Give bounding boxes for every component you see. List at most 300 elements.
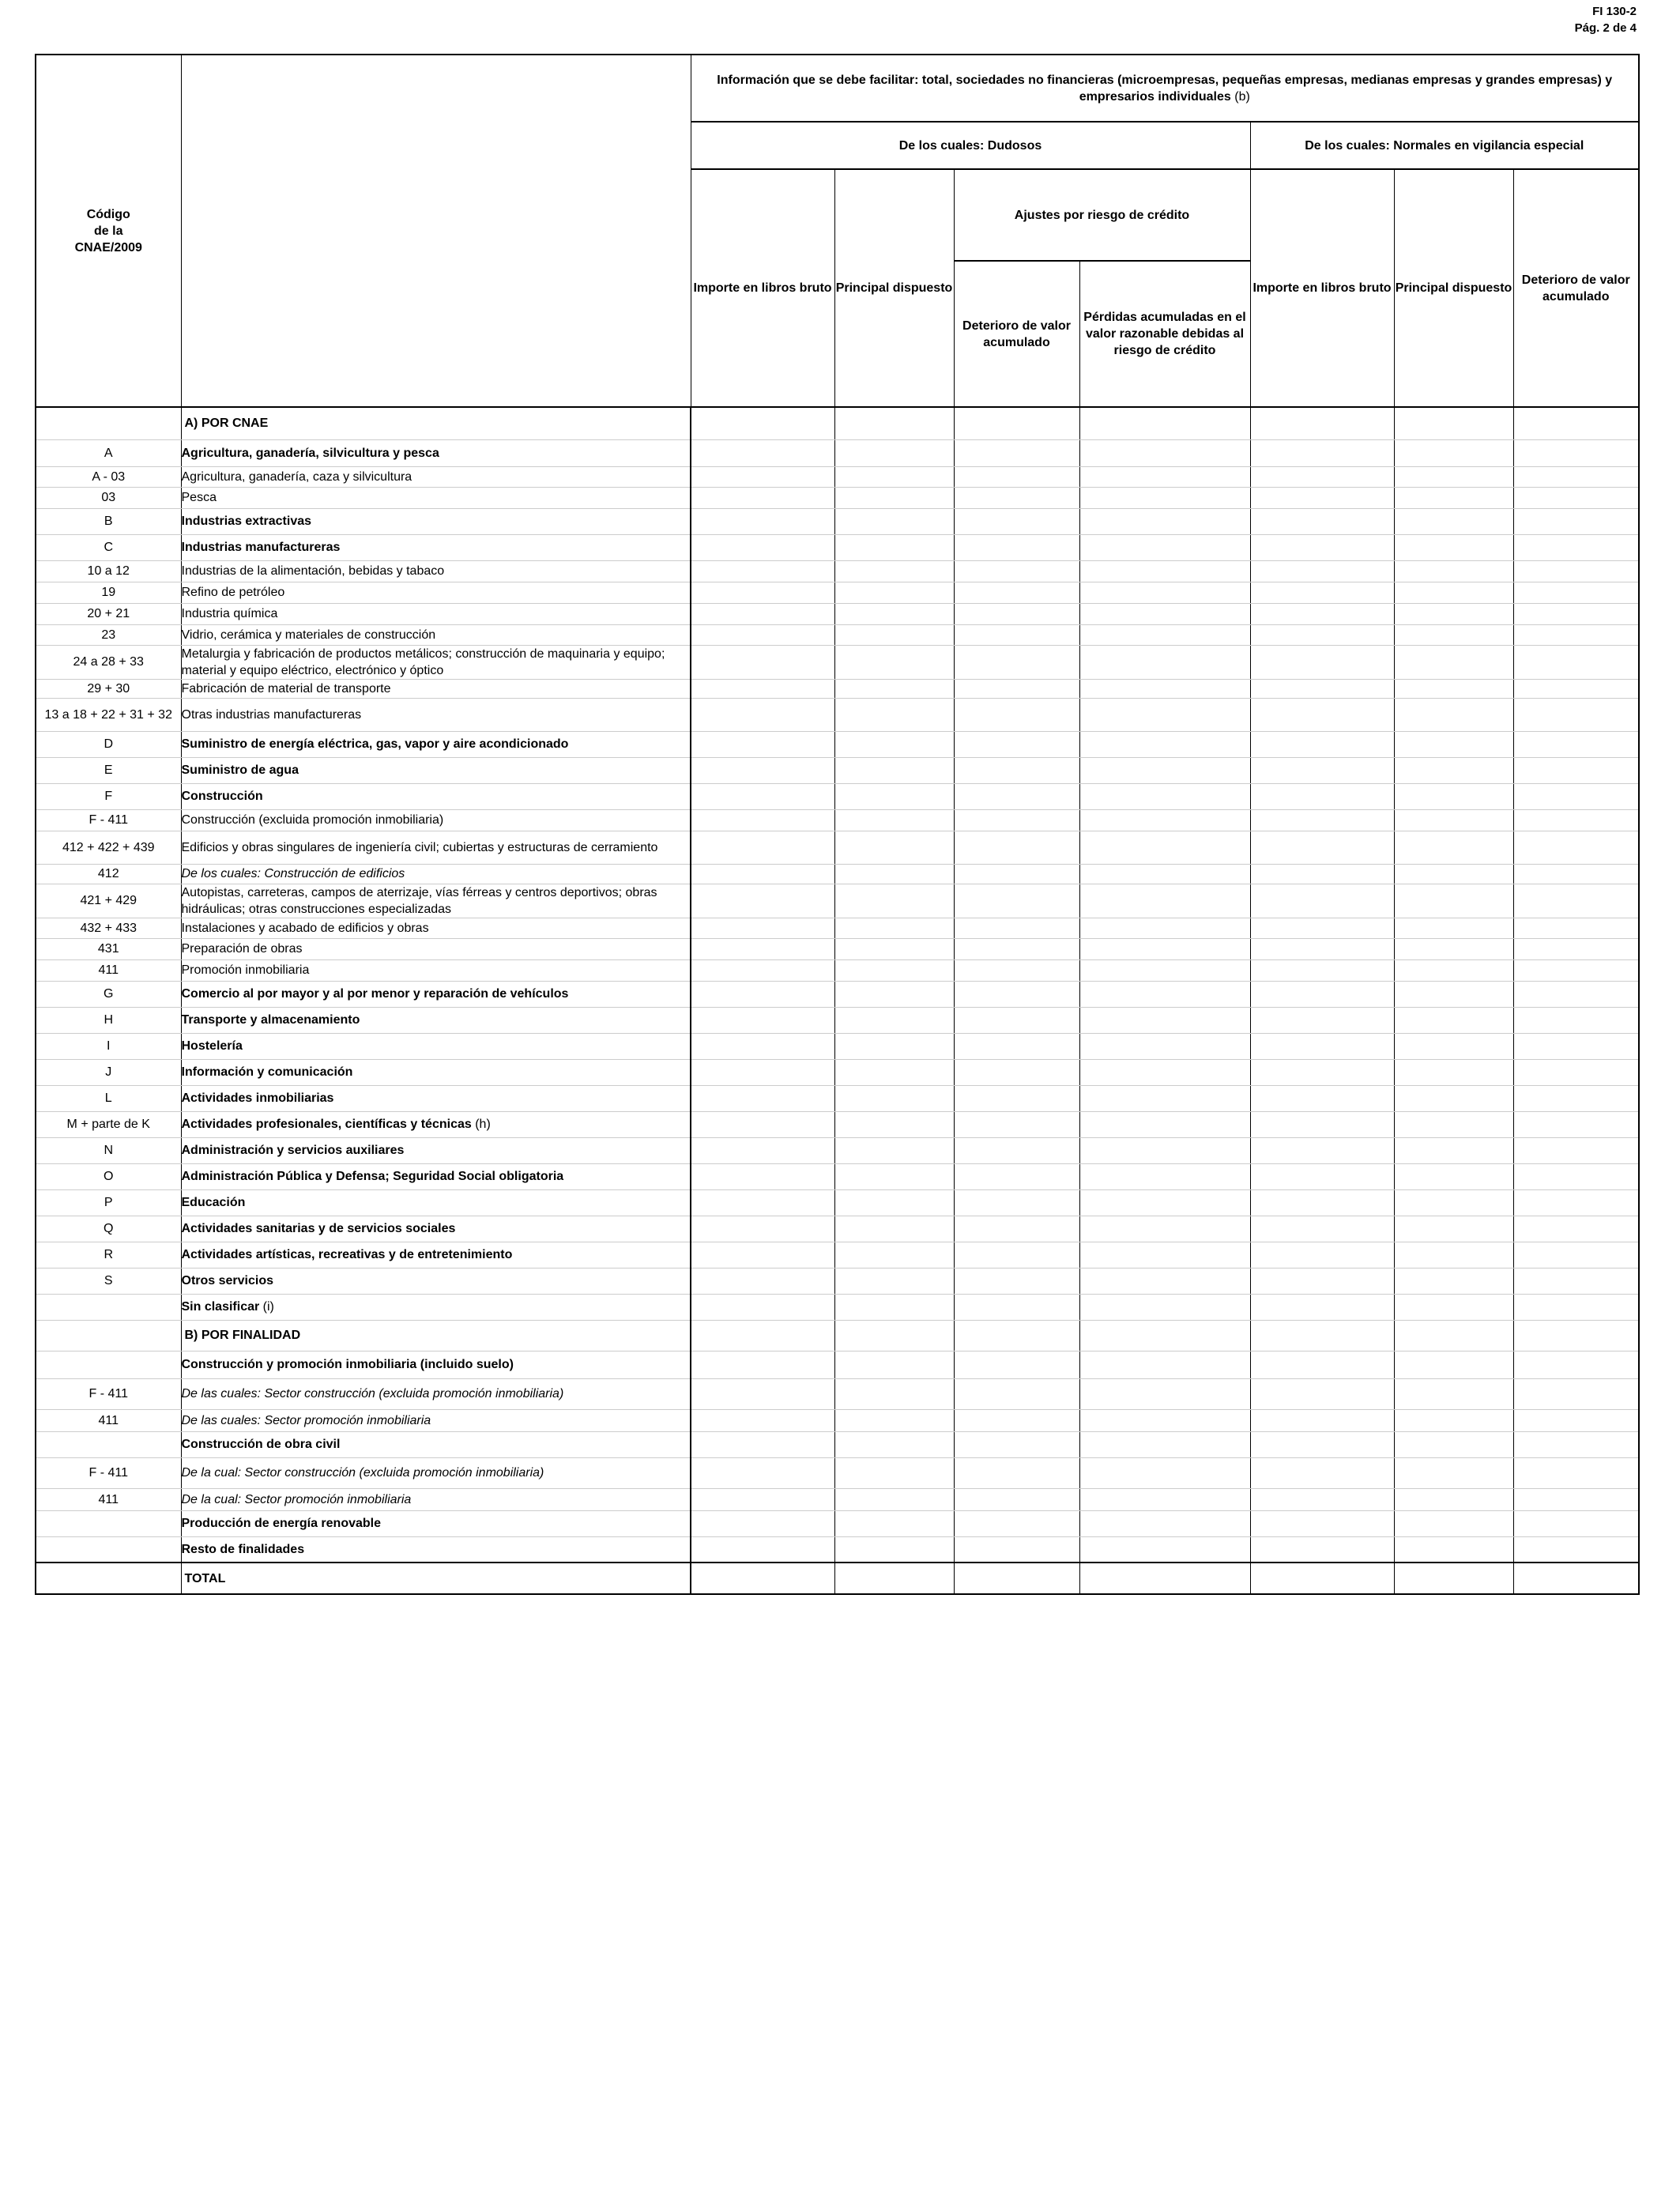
data-cell[interactable] [954,1189,1079,1216]
data-cell[interactable] [1079,1536,1250,1563]
data-cell[interactable] [834,1085,954,1111]
data-cell[interactable] [1394,679,1513,698]
data-cell[interactable] [1513,1320,1639,1351]
data-cell[interactable] [954,698,1079,731]
data-cell[interactable] [1394,534,1513,560]
data-cell[interactable] [1513,1007,1639,1033]
data-cell[interactable] [834,884,954,918]
data-cell[interactable] [1250,1085,1394,1111]
data-cell[interactable] [1394,1163,1513,1189]
data-cell[interactable] [834,1007,954,1033]
data-cell[interactable] [1250,679,1394,698]
data-cell[interactable] [1513,1488,1639,1510]
data-cell[interactable] [1250,560,1394,582]
data-cell[interactable] [1513,1111,1639,1137]
data-cell[interactable] [954,1563,1079,1594]
data-cell[interactable] [1079,466,1250,487]
data-cell[interactable] [1250,1163,1394,1189]
data-cell[interactable] [954,1378,1079,1409]
data-cell[interactable] [691,439,834,466]
data-cell[interactable] [1079,864,1250,884]
data-cell[interactable] [1250,487,1394,508]
data-cell[interactable] [1513,783,1639,809]
data-cell[interactable] [1513,407,1639,439]
data-cell[interactable] [1079,831,1250,864]
data-cell[interactable] [1250,938,1394,959]
data-cell[interactable] [691,938,834,959]
data-cell[interactable] [954,1294,1079,1320]
data-cell[interactable] [1394,1563,1513,1594]
data-cell[interactable] [954,959,1079,981]
data-cell[interactable] [834,1351,954,1378]
data-cell[interactable] [1250,864,1394,884]
data-cell[interactable] [691,783,834,809]
data-cell[interactable] [1079,959,1250,981]
data-cell[interactable] [834,508,954,534]
data-cell[interactable] [834,831,954,864]
data-cell[interactable] [954,783,1079,809]
data-cell[interactable] [1513,1033,1639,1059]
data-cell[interactable] [954,1431,1079,1457]
data-cell[interactable] [834,783,954,809]
data-cell[interactable] [1394,1378,1513,1409]
data-cell[interactable] [1513,1409,1639,1431]
data-cell[interactable] [834,1378,954,1409]
data-cell[interactable] [1513,1189,1639,1216]
data-cell[interactable] [691,981,834,1007]
data-cell[interactable] [834,1409,954,1431]
data-cell[interactable] [1394,487,1513,508]
data-cell[interactable] [691,1536,834,1563]
data-cell[interactable] [954,938,1079,959]
data-cell[interactable] [1513,1059,1639,1085]
data-cell[interactable] [834,1242,954,1268]
data-cell[interactable] [954,1242,1079,1268]
data-cell[interactable] [1394,698,1513,731]
data-cell[interactable] [691,1409,834,1431]
data-cell[interactable] [834,1431,954,1457]
data-cell[interactable] [1250,624,1394,645]
data-cell[interactable] [1079,757,1250,783]
data-cell[interactable] [1250,1320,1394,1351]
data-cell[interactable] [1394,918,1513,938]
data-cell[interactable] [834,981,954,1007]
data-cell[interactable] [691,1137,834,1163]
data-cell[interactable] [691,1033,834,1059]
data-cell[interactable] [1079,624,1250,645]
data-cell[interactable] [691,731,834,757]
data-cell[interactable] [1394,1085,1513,1111]
data-cell[interactable] [1394,603,1513,624]
data-cell[interactable] [834,1294,954,1320]
data-cell[interactable] [834,1488,954,1510]
data-cell[interactable] [1079,1510,1250,1536]
data-cell[interactable] [834,698,954,731]
data-cell[interactable] [954,1111,1079,1137]
data-cell[interactable] [691,582,834,603]
data-cell[interactable] [1079,1488,1250,1510]
data-cell[interactable] [1394,1320,1513,1351]
data-cell[interactable] [1513,1242,1639,1268]
data-cell[interactable] [954,864,1079,884]
data-cell[interactable] [1394,1510,1513,1536]
data-cell[interactable] [1250,1294,1394,1320]
data-cell[interactable] [1394,439,1513,466]
data-cell[interactable] [1250,959,1394,981]
data-cell[interactable] [691,757,834,783]
data-cell[interactable] [1513,981,1639,1007]
data-cell[interactable] [1250,1059,1394,1085]
data-cell[interactable] [691,1242,834,1268]
data-cell[interactable] [1079,918,1250,938]
data-cell[interactable] [954,884,1079,918]
data-cell[interactable] [1513,1457,1639,1488]
data-cell[interactable] [1250,1510,1394,1536]
data-cell[interactable] [1079,1457,1250,1488]
data-cell[interactable] [691,831,834,864]
data-cell[interactable] [691,1351,834,1378]
data-cell[interactable] [1250,918,1394,938]
data-cell[interactable] [1394,1216,1513,1242]
data-cell[interactable] [834,1189,954,1216]
data-cell[interactable] [954,624,1079,645]
data-cell[interactable] [1079,407,1250,439]
data-cell[interactable] [1394,1536,1513,1563]
data-cell[interactable] [1513,1431,1639,1457]
data-cell[interactable] [1250,757,1394,783]
data-cell[interactable] [1079,731,1250,757]
data-cell[interactable] [1394,831,1513,864]
data-cell[interactable] [691,884,834,918]
data-cell[interactable] [1250,645,1394,679]
data-cell[interactable] [691,809,834,831]
data-cell[interactable] [1513,560,1639,582]
data-cell[interactable] [691,624,834,645]
data-cell[interactable] [1513,1216,1639,1242]
data-cell[interactable] [834,624,954,645]
data-cell[interactable] [1250,466,1394,487]
data-cell[interactable] [1079,1294,1250,1320]
data-cell[interactable] [1250,1111,1394,1137]
data-cell[interactable] [1079,1563,1250,1594]
data-cell[interactable] [1079,487,1250,508]
data-cell[interactable] [954,1510,1079,1536]
data-cell[interactable] [834,1457,954,1488]
data-cell[interactable] [1513,1378,1639,1409]
data-cell[interactable] [691,1510,834,1536]
data-cell[interactable] [954,1268,1079,1294]
data-cell[interactable] [1250,1488,1394,1510]
data-cell[interactable] [1250,1351,1394,1378]
data-cell[interactable] [1513,938,1639,959]
data-cell[interactable] [691,1457,834,1488]
data-cell[interactable] [691,1163,834,1189]
data-cell[interactable] [1513,1563,1639,1594]
data-cell[interactable] [1394,1007,1513,1033]
data-cell[interactable] [954,809,1079,831]
data-cell[interactable] [1250,831,1394,864]
data-cell[interactable] [1513,1510,1639,1536]
data-cell[interactable] [1513,508,1639,534]
data-cell[interactable] [1250,1033,1394,1059]
data-cell[interactable] [1250,1007,1394,1033]
data-cell[interactable] [1394,783,1513,809]
data-cell[interactable] [1250,1216,1394,1242]
data-cell[interactable] [1250,1409,1394,1431]
data-cell[interactable] [834,1033,954,1059]
data-cell[interactable] [1079,645,1250,679]
data-cell[interactable] [1394,1268,1513,1294]
data-cell[interactable] [1250,1137,1394,1163]
data-cell[interactable] [834,1320,954,1351]
data-cell[interactable] [691,508,834,534]
data-cell[interactable] [1250,809,1394,831]
data-cell[interactable] [1513,1163,1639,1189]
data-cell[interactable] [1079,783,1250,809]
data-cell[interactable] [834,1163,954,1189]
data-cell[interactable] [1513,864,1639,884]
data-cell[interactable] [1394,864,1513,884]
data-cell[interactable] [1513,534,1639,560]
data-cell[interactable] [1394,1294,1513,1320]
data-cell[interactable] [954,1163,1079,1189]
data-cell[interactable] [1250,603,1394,624]
data-cell[interactable] [954,439,1079,466]
data-cell[interactable] [1394,884,1513,918]
data-cell[interactable] [834,959,954,981]
data-cell[interactable] [691,487,834,508]
data-cell[interactable] [954,534,1079,560]
data-cell[interactable] [1394,1431,1513,1457]
data-cell[interactable] [1079,938,1250,959]
data-cell[interactable] [1394,757,1513,783]
data-cell[interactable] [954,679,1079,698]
data-cell[interactable] [1513,809,1639,831]
data-cell[interactable] [1079,1431,1250,1457]
data-cell[interactable] [691,534,834,560]
data-cell[interactable] [691,1111,834,1137]
data-cell[interactable] [954,645,1079,679]
data-cell[interactable] [954,918,1079,938]
data-cell[interactable] [1513,918,1639,938]
data-cell[interactable] [1394,508,1513,534]
data-cell[interactable] [1513,698,1639,731]
data-cell[interactable] [1079,534,1250,560]
data-cell[interactable] [834,1268,954,1294]
data-cell[interactable] [954,1137,1079,1163]
data-cell[interactable] [1079,1007,1250,1033]
data-cell[interactable] [1394,1351,1513,1378]
data-cell[interactable] [954,1457,1079,1488]
data-cell[interactable] [1394,1457,1513,1488]
data-cell[interactable] [1394,645,1513,679]
data-cell[interactable] [1079,1033,1250,1059]
data-cell[interactable] [1394,466,1513,487]
data-cell[interactable] [954,1033,1079,1059]
data-cell[interactable] [834,809,954,831]
data-cell[interactable] [1513,1294,1639,1320]
data-cell[interactable] [691,466,834,487]
data-cell[interactable] [1079,603,1250,624]
data-cell[interactable] [954,1216,1079,1242]
data-cell[interactable] [1513,582,1639,603]
data-cell[interactable] [1250,407,1394,439]
data-cell[interactable] [1079,439,1250,466]
data-cell[interactable] [691,560,834,582]
data-cell[interactable] [691,1431,834,1457]
data-cell[interactable] [1394,1111,1513,1137]
data-cell[interactable] [1250,1563,1394,1594]
data-cell[interactable] [1394,407,1513,439]
data-cell[interactable] [834,439,954,466]
data-cell[interactable] [954,487,1079,508]
data-cell[interactable] [691,698,834,731]
data-cell[interactable] [1079,1189,1250,1216]
data-cell[interactable] [1250,731,1394,757]
data-cell[interactable] [954,582,1079,603]
data-cell[interactable] [1513,487,1639,508]
data-cell[interactable] [834,1536,954,1563]
data-cell[interactable] [954,1488,1079,1510]
data-cell[interactable] [954,1351,1079,1378]
data-cell[interactable] [834,487,954,508]
data-cell[interactable] [954,731,1079,757]
data-cell[interactable] [1394,1242,1513,1268]
data-cell[interactable] [1079,1268,1250,1294]
data-cell[interactable] [1394,1033,1513,1059]
data-cell[interactable] [1250,1268,1394,1294]
data-cell[interactable] [1250,1536,1394,1563]
data-cell[interactable] [954,560,1079,582]
data-cell[interactable] [1079,1163,1250,1189]
data-cell[interactable] [1250,1242,1394,1268]
data-cell[interactable] [1250,582,1394,603]
data-cell[interactable] [1513,603,1639,624]
data-cell[interactable] [1394,1137,1513,1163]
data-cell[interactable] [954,1409,1079,1431]
data-cell[interactable] [691,1007,834,1033]
data-cell[interactable] [1513,1268,1639,1294]
data-cell[interactable] [1079,1409,1250,1431]
data-cell[interactable] [1079,1320,1250,1351]
data-cell[interactable] [691,864,834,884]
data-cell[interactable] [1079,809,1250,831]
data-cell[interactable] [954,831,1079,864]
data-cell[interactable] [834,560,954,582]
data-cell[interactable] [1250,1378,1394,1409]
data-cell[interactable] [1513,624,1639,645]
data-cell[interactable] [834,757,954,783]
data-cell[interactable] [954,1085,1079,1111]
data-cell[interactable] [1513,884,1639,918]
data-cell[interactable] [834,645,954,679]
data-cell[interactable] [954,466,1079,487]
data-cell[interactable] [954,407,1079,439]
data-cell[interactable] [691,1488,834,1510]
data-cell[interactable] [1394,1488,1513,1510]
data-cell[interactable] [691,645,834,679]
data-cell[interactable] [691,603,834,624]
data-cell[interactable] [1250,698,1394,731]
data-cell[interactable] [834,407,954,439]
data-cell[interactable] [834,1510,954,1536]
data-cell[interactable] [691,1085,834,1111]
data-cell[interactable] [1394,1189,1513,1216]
data-cell[interactable] [1250,884,1394,918]
data-cell[interactable] [1513,1351,1639,1378]
data-cell[interactable] [954,757,1079,783]
data-cell[interactable] [834,1137,954,1163]
data-cell[interactable] [954,508,1079,534]
data-cell[interactable] [691,1268,834,1294]
data-cell[interactable] [954,1059,1079,1085]
data-cell[interactable] [834,864,954,884]
data-cell[interactable] [691,1563,834,1594]
data-cell[interactable] [1079,582,1250,603]
data-cell[interactable] [954,1320,1079,1351]
data-cell[interactable] [691,1320,834,1351]
data-cell[interactable] [834,1563,954,1594]
data-cell[interactable] [954,603,1079,624]
data-cell[interactable] [834,1216,954,1242]
data-cell[interactable] [691,918,834,938]
data-cell[interactable] [1079,1111,1250,1137]
data-cell[interactable] [691,679,834,698]
data-cell[interactable] [834,466,954,487]
data-cell[interactable] [1250,1431,1394,1457]
data-cell[interactable] [1394,582,1513,603]
data-cell[interactable] [1513,1137,1639,1163]
data-cell[interactable] [1513,679,1639,698]
data-cell[interactable] [1079,679,1250,698]
data-cell[interactable] [1079,698,1250,731]
data-cell[interactable] [1394,938,1513,959]
data-cell[interactable] [834,534,954,560]
data-cell[interactable] [1513,439,1639,466]
data-cell[interactable] [1079,1085,1250,1111]
data-cell[interactable] [1513,959,1639,981]
data-cell[interactable] [1079,560,1250,582]
data-cell[interactable] [1079,981,1250,1007]
data-cell[interactable] [1079,1059,1250,1085]
data-cell[interactable] [1513,757,1639,783]
data-cell[interactable] [1250,508,1394,534]
data-cell[interactable] [1394,560,1513,582]
data-cell[interactable] [1250,1189,1394,1216]
data-cell[interactable] [691,959,834,981]
data-cell[interactable] [1079,508,1250,534]
data-cell[interactable] [834,679,954,698]
data-cell[interactable] [691,1378,834,1409]
data-cell[interactable] [1079,1137,1250,1163]
data-cell[interactable] [954,1007,1079,1033]
data-cell[interactable] [691,407,834,439]
data-cell[interactable] [691,1216,834,1242]
data-cell[interactable] [1250,783,1394,809]
data-cell[interactable] [834,938,954,959]
data-cell[interactable] [834,582,954,603]
data-cell[interactable] [1513,466,1639,487]
data-cell[interactable] [1513,731,1639,757]
data-cell[interactable] [1513,831,1639,864]
data-cell[interactable] [1394,809,1513,831]
data-cell[interactable] [1394,1059,1513,1085]
data-cell[interactable] [1394,731,1513,757]
data-cell[interactable] [834,731,954,757]
data-cell[interactable] [1394,959,1513,981]
data-cell[interactable] [1250,981,1394,1007]
data-cell[interactable] [1079,1351,1250,1378]
